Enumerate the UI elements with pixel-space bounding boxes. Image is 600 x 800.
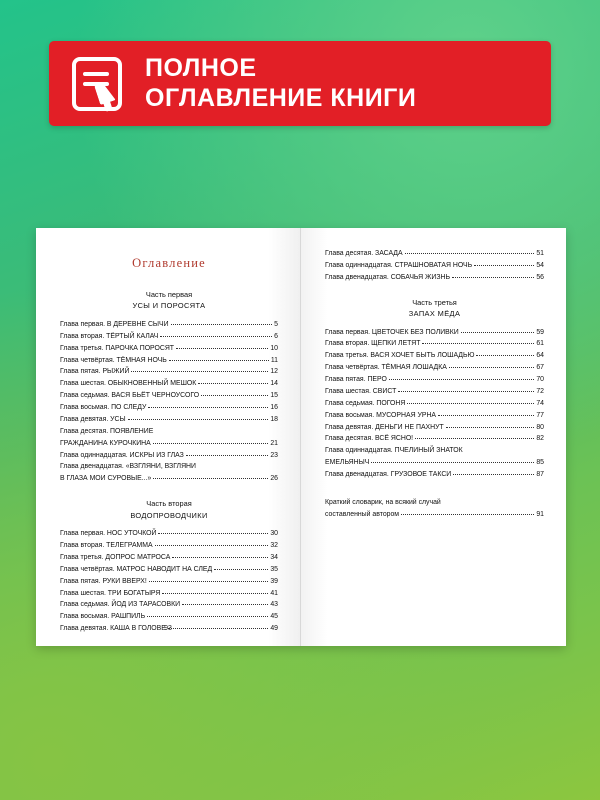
toc-entry: [325, 410, 544, 422]
toc-leader-dots: [405, 250, 535, 254]
toc-leader-dots: [446, 424, 535, 428]
toc-entry: [325, 469, 544, 481]
toc-entry-page: 82: [536, 435, 544, 443]
toc-entry-page: 74: [536, 399, 544, 407]
toc-entry-title: Глава восьмая. МУСОРНАЯ УРНА: [325, 411, 437, 419]
toc-entry-title: Глава третья. ПАРОЧКА ПОРОСЯТ: [60, 344, 175, 352]
toc-entry-title: Глава первая. НОС УТОЧКОЙ: [60, 530, 157, 538]
toc-leader-dots: [476, 353, 534, 357]
toc-entry: [325, 327, 544, 339]
toc-leader-dots: [158, 530, 268, 534]
toc-entry: [325, 248, 544, 260]
toc-entry-page: 39: [270, 577, 278, 585]
toc-entry-page: 11: [270, 356, 278, 364]
toc-entry-page: 51: [536, 250, 544, 257]
toc-leader-dots: [155, 428, 276, 432]
toc-entry: [325, 338, 544, 350]
toc-leader-dots: [422, 341, 534, 345]
toc-entry: [60, 450, 278, 462]
toc-entry-title: Глава четвёртая. МАТРОС НАВОДИТ НА СЛЕД: [60, 565, 213, 573]
toc-entry-page: 77: [536, 411, 544, 419]
toc-entry: [325, 509, 544, 521]
toc-entry: [60, 366, 278, 378]
toc-entry-page: 5: [274, 320, 278, 328]
toc-entry-title: Глава двенадцатая. СОБАЧЬЯ ЖИЗНЬ: [325, 273, 451, 281]
toc-leader-dots: [465, 448, 542, 452]
toc-entry-title: Глава третья. ДОПРОС МАТРОСА: [60, 553, 171, 561]
toc-leader-dots: [407, 400, 534, 404]
toc-entry-title: Глава четвёртая. ТЁМНАЯ НОЧЬ: [60, 356, 167, 364]
toc-entry-title: Глава пятая. РЫЖИЙ: [60, 368, 130, 376]
toc-entry: [60, 390, 278, 402]
toc-entry: [60, 588, 278, 600]
toc-part-number: Часть первая: [145, 290, 193, 299]
toc-entry-page: 30: [270, 530, 278, 538]
toc-entry-title: Глава девятая. КАША В ГОЛОВЕ: [60, 625, 166, 633]
toc-entry-page: 91: [536, 510, 544, 518]
toc-entry-page: 87: [536, 471, 544, 479]
toc-entry: [60, 576, 278, 588]
toc-entry-title: Глава пятая. ПЕРО: [325, 376, 387, 384]
toc-leader-dots: [169, 357, 269, 361]
toc-leader-dots: [214, 566, 268, 570]
toc-entry: [60, 438, 278, 450]
toc-leader-dots: [153, 476, 268, 480]
toc-entry-title: Глава вторая. ТЕЛЕГРАММА: [60, 542, 153, 549]
toc-entry-page: 67: [536, 364, 544, 372]
toc-leader-dots: [147, 613, 268, 617]
toc-entry: [60, 343, 278, 355]
toc-leader-dots: [182, 602, 268, 606]
toc-leader-dots: [160, 333, 272, 337]
toc-part-heading: [325, 297, 544, 320]
toc-list-continued: [325, 248, 544, 284]
toc-leader-dots: [186, 452, 269, 456]
toc-entry-page: 70: [536, 376, 544, 384]
toc-entry: [60, 540, 278, 552]
toc-entry-title: Глава пятая. РУКИ ВВЕРХ!: [60, 577, 147, 585]
toc-glossary-note: [325, 497, 544, 521]
toc-entry-title: Глава вторая. ТЁРТЫЙ КАЛАЧ: [60, 332, 159, 340]
toc-entry: [60, 355, 278, 367]
toc-leader-dots: [415, 436, 534, 440]
toc-entry-page: 41: [270, 589, 278, 597]
toc-entry-page: 49: [270, 625, 278, 633]
toc-entry: [325, 433, 544, 445]
toc-entry-page: 18: [270, 415, 278, 423]
toc-entry-page: 34: [270, 553, 278, 561]
toc-part-title: ЗАПАХ МЁДА: [408, 309, 461, 319]
toc-list: [325, 327, 544, 481]
toc-entry-title: Глава седьмая. ПОГОНЯ: [325, 399, 406, 407]
page-right: [301, 228, 566, 646]
toc-entry: [60, 319, 278, 331]
book-spread: [36, 228, 566, 646]
page-left: [36, 228, 301, 646]
toc-entry-page: 56: [536, 273, 544, 281]
toc-leader-dots: [443, 499, 542, 503]
toc-entry-title: Глава девятая. УСЫ: [60, 415, 126, 423]
toc-entry: [60, 528, 278, 540]
toc-entry-page: 59: [536, 328, 544, 336]
promo-banner: [49, 41, 551, 126]
toc-entry: [325, 457, 544, 469]
toc-entry: [325, 422, 544, 434]
toc-entry-page: 6: [274, 332, 278, 340]
toc-leader-dots: [171, 321, 273, 325]
toc-part-title: УСЫ И ПОРОСЯТА: [132, 301, 206, 311]
toc-entry-title: Глава девятая. ДЕНЬГИ НЕ ПАХНУТ: [325, 423, 444, 431]
toc-entry-title: Глава третья. ВАСЯ ХОЧЕТ БЫТЬ ЛОШАДЬЮ: [325, 352, 475, 360]
toc-entry-page: 72: [536, 387, 544, 395]
toc-entry-title: составленный автором: [325, 510, 400, 518]
toc-leader-dots: [461, 329, 535, 333]
toc-entry: [325, 386, 544, 398]
toc-entry: [60, 426, 278, 438]
toc-entry: [325, 272, 544, 284]
toc-entry: [325, 445, 544, 457]
toc-leader-dots: [401, 511, 534, 515]
toc-entry-page: 21: [270, 439, 278, 447]
toc-entry-title: Глава десятая. ЗАСАДА: [325, 250, 403, 257]
toc-entry-page: 16: [270, 404, 278, 412]
toc-leader-dots: [449, 364, 534, 368]
toc-entry-page: 12: [270, 368, 278, 376]
toc-entry: [60, 473, 278, 485]
toc-leader-dots: [389, 376, 535, 380]
toc-entry-title: Глава шестая. СВИСТ: [325, 387, 397, 395]
toc-entry-title: Глава седьмая. ЙОД ИЗ ТАРАСОВКИ: [60, 601, 181, 609]
toc-leader-dots: [148, 404, 268, 408]
toc-list: [60, 528, 278, 635]
toc-entry-title: Глава четвёртая. ТЁМНАЯ ЛОШАДКА: [325, 364, 447, 372]
toc-entry: [60, 461, 278, 473]
page-number-left: 93: [164, 625, 172, 632]
toc-entry-title: Глава вторая. ЩЕПКИ ЛЕТЯТ: [325, 340, 421, 348]
toc-entry: [325, 362, 544, 374]
toc-leader-dots: [149, 578, 269, 582]
toc-entry-title: ГРАЖДАНИНА КУРОЧКИНА: [60, 439, 151, 447]
toc-entry-page: 64: [536, 352, 544, 360]
toc-entry: [60, 564, 278, 576]
toc-leader-dots: [201, 392, 268, 396]
toc-entry-title: Глава шестая. ТРИ БОГАТЫРЯ: [60, 589, 161, 597]
toc-leader-dots: [198, 464, 276, 468]
toc-leader-dots: [155, 542, 269, 546]
toc-entry: [60, 552, 278, 564]
toc-entry-title: Глава восьмая. РАШПИЛЬ: [60, 613, 146, 621]
toc-entry-title: Краткий словарик, на всякий случай: [325, 498, 441, 506]
toc-leader-dots: [398, 388, 534, 392]
toc-leader-dots: [131, 369, 268, 373]
toc-entry: [325, 350, 544, 362]
toc-leader-dots: [162, 590, 268, 594]
toc-leader-dots: [153, 440, 269, 444]
toc-entry-title: ЕМЕЛЬЯНЫЧ: [325, 459, 370, 467]
toc-entry: [325, 497, 544, 509]
toc-entry-title: Глава первая. В ДЕРЕВНЕ СЫЧИ: [60, 320, 169, 328]
banner-line-1: ПОЛНОЕ: [145, 54, 257, 82]
toc-entry-page: 61: [536, 340, 544, 348]
toc-entry-title: Глава двенадцатая. «ВЗГЛЯНИ, ВЗГЛЯНИ: [60, 463, 196, 471]
toc-entry-page: 35: [270, 565, 278, 573]
toc-left-body: [60, 289, 278, 635]
toc-entry-title: Глава восьмая. ПО СЛЕДУ: [60, 404, 147, 412]
toc-leader-dots: [198, 381, 268, 385]
toc-entry: [60, 378, 278, 390]
toc-leader-dots: [371, 459, 534, 463]
toc-entry: [60, 414, 278, 426]
toc-leader-dots: [452, 274, 534, 278]
toc-entry-title: Глава десятая. ВСЁ ЯСНО!: [325, 435, 414, 443]
book-cursor-icon: [67, 53, 129, 115]
toc-entry-title: Глава двенадцатая. ГРУЗОВОЕ ТАКСИ: [325, 471, 452, 479]
toc-entry-page: 26: [270, 475, 278, 483]
toc-entry: [325, 260, 544, 272]
toc-entry-page: 14: [270, 380, 278, 388]
toc-entry-title: Глава седьмая. ВАСЯ БЬЁТ ЧЕРНОУСОГО: [60, 392, 200, 400]
toc-entry-page: 10: [270, 344, 278, 352]
toc-entry-page: 80: [536, 423, 544, 431]
toc-leader-dots: [474, 262, 534, 266]
toc-list: [60, 319, 278, 485]
toc-entry-page: 54: [536, 261, 544, 269]
toc-entry-title: В ГЛАЗА МОИ СУРОВЫЕ...»: [60, 475, 152, 483]
toc-leader-dots: [453, 471, 534, 475]
toc-leader-dots: [438, 412, 534, 416]
toc-part-title: ВОДОПРОВОДЧИКИ: [130, 510, 208, 520]
toc-entry: [60, 331, 278, 343]
banner-text: [145, 54, 416, 113]
toc-entry: [60, 611, 278, 623]
toc-part-number: Часть вторая: [146, 499, 192, 509]
toc-entry-title: Глава десятая. ПОЯВЛЕНИЕ: [60, 427, 154, 435]
toc-leader-dots: [128, 416, 269, 420]
toc-entry-page: 32: [270, 542, 278, 549]
toc-entry-title: Глава одиннадцатая. ПЧЕЛИНЫЙ ЗНАТОК: [325, 447, 463, 455]
toc-entry-title: Глава одиннадцатая. ИСКРЫ ИЗ ГЛАЗ: [60, 451, 184, 459]
toc-entry-page: 23: [270, 451, 278, 459]
banner-line-2: ОГЛАВЛЕНИЕ КНИГИ: [145, 83, 417, 112]
toc-entry-page: 43: [270, 601, 278, 609]
toc-right-body: [325, 248, 544, 521]
toc-part-number: Часть третья: [412, 297, 457, 307]
toc-entry-title: Глава одиннадцатая. СТРАШНОВАТАЯ НОЧЬ: [325, 261, 473, 269]
toc-entry-title: Глава первая. ЦВЕТОЧЕК БЕЗ ПОЛИВКИ: [325, 328, 459, 336]
toc-entry: [60, 599, 278, 611]
toc-entry: [325, 398, 544, 410]
toc-part-heading: [60, 289, 278, 312]
toc-entry-page: 45: [270, 613, 278, 621]
toc-leader-dots: [172, 554, 268, 558]
toc-part-heading: [60, 498, 278, 521]
toc-entry-title: Глава шестая. ОБЫКНОВЕННЫЙ МЕШОК: [60, 380, 197, 388]
page-title: Оглавление: [132, 256, 206, 270]
toc-entry-page: 85: [536, 459, 544, 467]
toc-leader-dots: [176, 345, 268, 349]
toc-entry: [60, 402, 278, 414]
toc-entry: [325, 374, 544, 386]
toc-entry-page: 15: [270, 392, 278, 400]
